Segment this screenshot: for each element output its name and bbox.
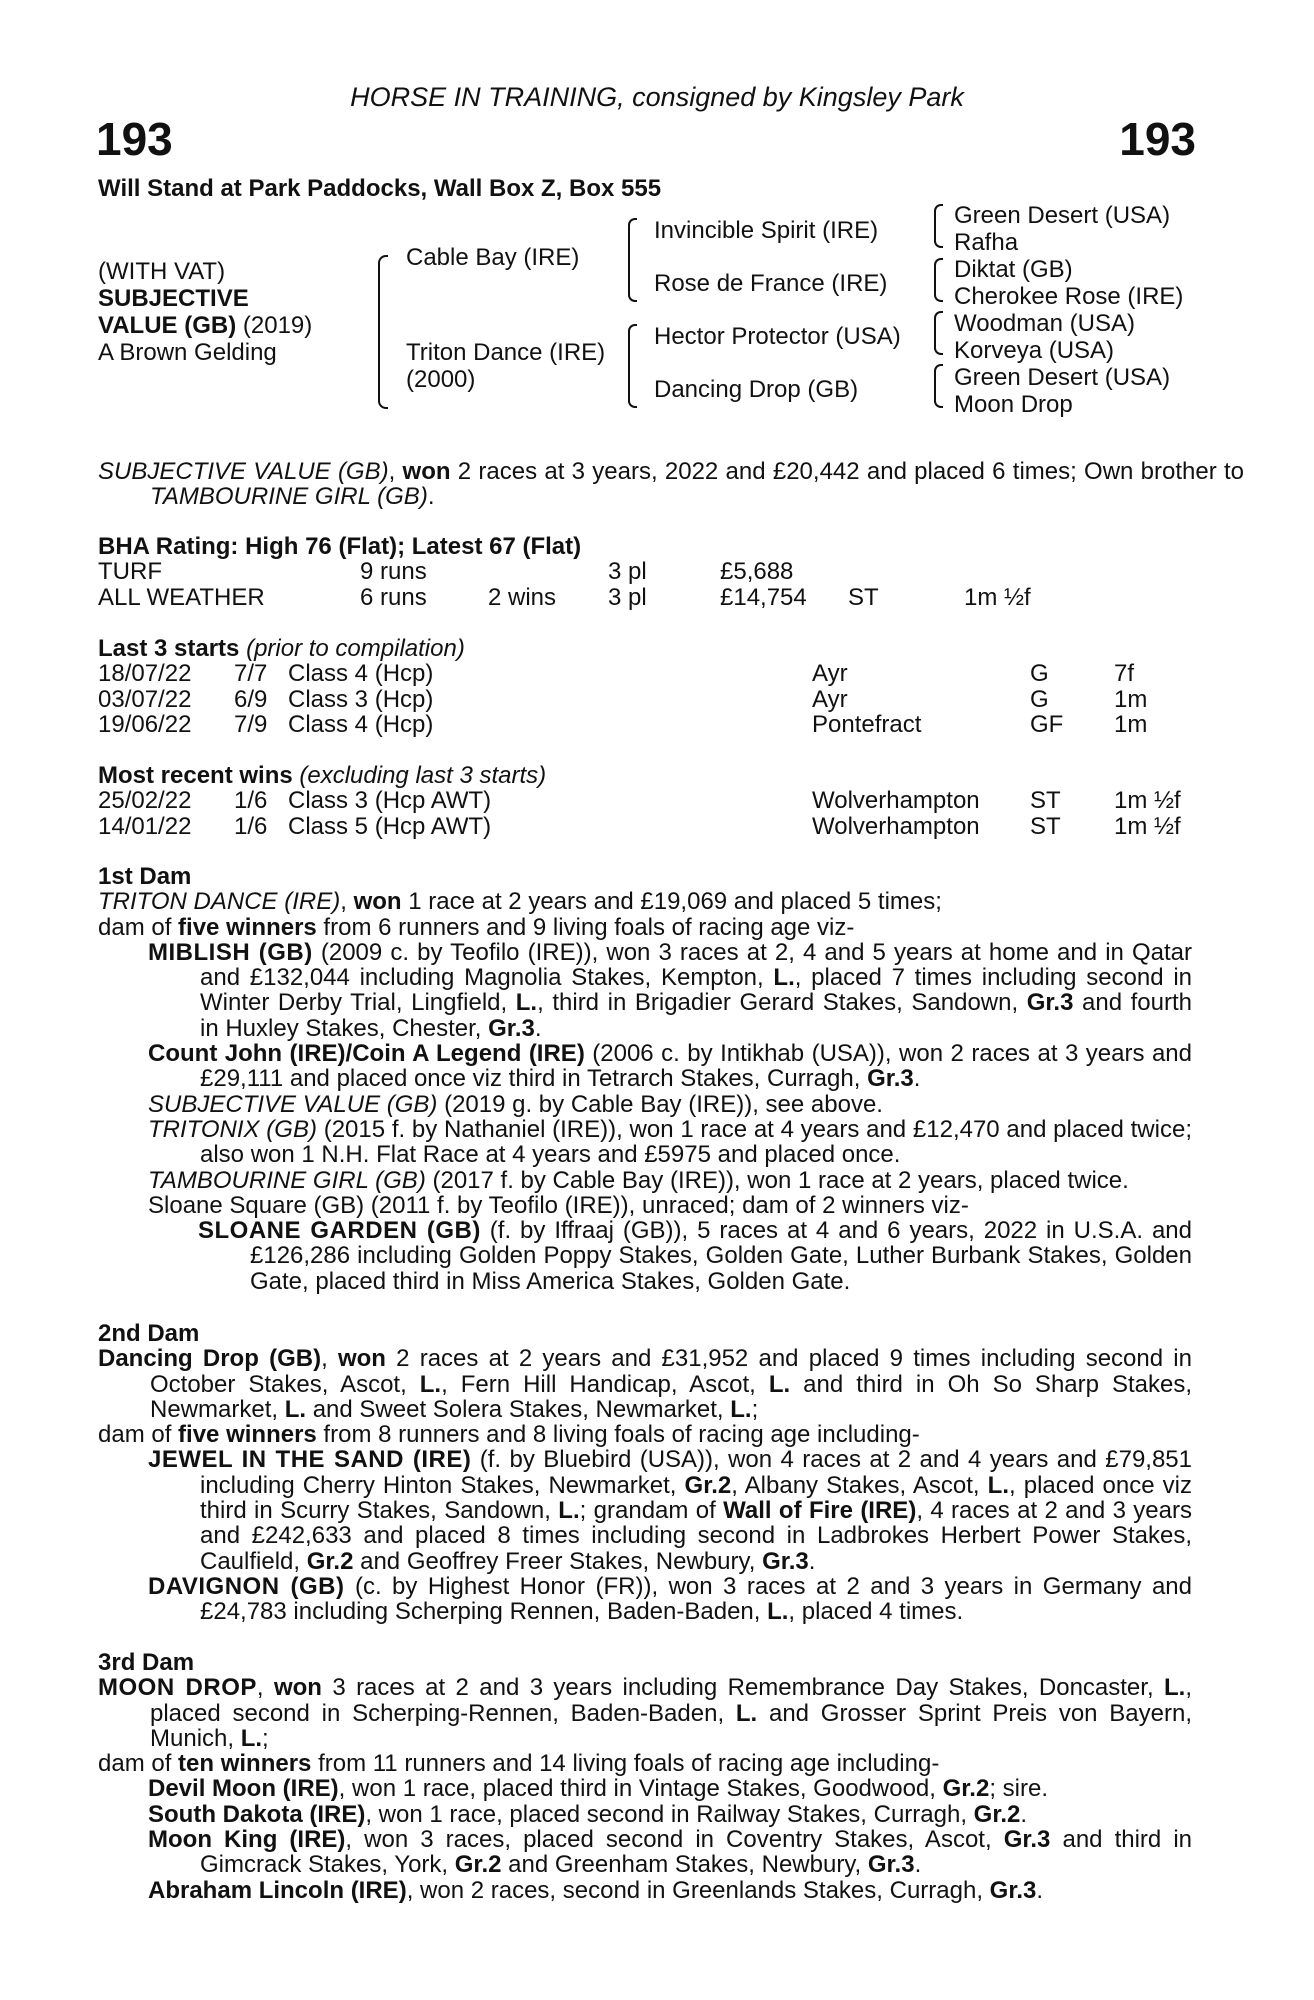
second-dam-record xyxy=(98,1346,1192,1422)
text-span: , Fern Hill Handicap, Ascot, xyxy=(441,1370,769,1398)
text-span: won xyxy=(337,1345,386,1373)
pedigree-sdd: Cherokee Rose (IRE) xyxy=(954,283,1184,310)
win-distance: 1m ½f xyxy=(1114,812,1181,840)
text-span: and Grosser Sprint Preis von Bayern, Munich, xyxy=(150,1699,1192,1752)
recent-wins-title-line xyxy=(98,763,1192,788)
text-span: DAVIGNON (GB) xyxy=(148,1572,345,1600)
text-span: , placed once viz third in Scurry Stakes, Sandown, xyxy=(200,1471,1192,1525)
text-span: five winners xyxy=(178,1421,317,1449)
last-3-note: (prior to compilation) xyxy=(239,635,465,662)
start-distance: 7f xyxy=(1114,660,1135,688)
text-span: dam of xyxy=(98,1421,179,1449)
text-span: L. xyxy=(419,1370,442,1398)
win-row xyxy=(98,788,1192,813)
rating-runs: 6 runs xyxy=(360,583,427,611)
produce-south-dakota xyxy=(98,1802,1192,1827)
text-span: MIBLISH (GB) xyxy=(148,938,313,966)
text-span: . xyxy=(1036,1876,1044,1904)
win-row xyxy=(98,814,1192,839)
pedigree-brace-1 xyxy=(378,255,388,409)
pedigree-sire: Cable Bay (IRE) xyxy=(406,244,580,271)
text-span: (2006 c. by Intikhab (USA)), won 2 races at 3 years and £29,111 and placed once viz third in Tetrarch Stakes, Curragh, xyxy=(200,1040,1192,1093)
text-span: (2015 f. by Nathaniel (IRE)), won 1 race at 4 years and £12,470 and placed twice; also won 1 N.H. Flat Race at 4 years and £5975 and placed once. xyxy=(200,1115,1192,1169)
start-course: Ayr xyxy=(812,685,848,713)
text-span: 1 race at 2 years and £19,069 and placed 5 times; xyxy=(401,888,942,916)
consignment-line: HORSE IN TRAINING, consigned by Kingsley Park xyxy=(350,82,964,112)
produce-miblish xyxy=(98,940,1192,1041)
text-span: L. xyxy=(558,1497,580,1525)
start-position: 7/7 xyxy=(234,660,268,688)
win-going: ST xyxy=(1030,787,1061,815)
rating-surface: ALL WEATHER xyxy=(98,583,265,611)
produce-jewel-in-the-sand xyxy=(98,1447,1192,1573)
first-dam-name: TRITON DANCE (IRE) xyxy=(98,888,341,916)
text-span: (2017 f. by Cable Bay (IRE)), won 1 race at 2 years, placed twice. xyxy=(425,1166,1129,1194)
third-dam-section xyxy=(98,1650,1192,1903)
produce-sloane-garden xyxy=(98,1218,1192,1294)
rating-going: ST xyxy=(848,583,879,611)
text-span: , xyxy=(256,1674,274,1702)
produce-devil-moon xyxy=(98,1776,1192,1801)
start-distance: 1m xyxy=(1114,710,1148,738)
text-span: ; xyxy=(262,1724,269,1752)
start-row xyxy=(98,712,1192,737)
pedigree-ddd: Moon Drop xyxy=(954,391,1073,418)
text-span: won xyxy=(273,1674,322,1702)
produce-tritonix xyxy=(98,1117,1192,1168)
rating-placed: 3 pl xyxy=(608,583,647,611)
text-span: Dancing Drop (GB) xyxy=(98,1345,322,1373)
text-span: and fourth in Huxley Stakes, Chester, xyxy=(200,989,1192,1042)
text-span: Count John (IRE)/Coin A Legend (IRE) xyxy=(148,1040,585,1068)
text-span: Gr.3 xyxy=(867,1851,915,1879)
win-class: Class 5 (Hcp AWT) xyxy=(288,812,492,840)
text-span: L. xyxy=(284,1395,307,1423)
text-span: from 8 runners and 8 living foals of racing age including- xyxy=(316,1421,920,1449)
first-dam-record xyxy=(98,889,1192,914)
produce-count-john xyxy=(98,1041,1192,1092)
text-span: . xyxy=(914,1851,922,1879)
text-span: JEWEL IN THE SAND (IRE) xyxy=(148,1446,472,1474)
horse-vat: (WITH VAT) xyxy=(98,258,226,285)
stand-location: Will Stand at Park Paddocks, Wall Box Z, Box 555 xyxy=(98,175,662,202)
lot-number-left: 193 xyxy=(96,113,173,165)
win-date: 14/01/22 xyxy=(98,812,192,840)
text-span: Devil Moon (IRE) xyxy=(148,1775,339,1803)
text-span: , 4 races at 2 and 3 years and £242,633 and placed 8 times including second in Ladbrokes Herbert Power Stakes, Caulfield, xyxy=(200,1497,1192,1575)
text-span: , won 1 race, placed third in Vintage Stakes, Goodwood, xyxy=(338,1775,943,1803)
produce-subjective-value xyxy=(98,1092,1192,1117)
text-span: ; grandam of xyxy=(579,1497,724,1525)
text-span: , won 1 race, placed second in Railway Stakes, Curragh, xyxy=(365,1800,974,1828)
text-span: L. xyxy=(987,1471,1009,1499)
text-span: , third in Brigadier Gerard Stakes, Sandown, xyxy=(537,989,1027,1017)
produce-sloane-square: Sloane Square (GB) (2011 f. by Teofilo (IRE)), unraced; dam of 2 winners viz- xyxy=(148,1191,969,1219)
text-span: , placed 7 times including second in Winter Derby Trial, Lingfield, xyxy=(200,964,1193,1017)
last-3-title: Last 3 starts xyxy=(98,635,240,662)
text-span: L. xyxy=(730,1395,752,1423)
win-date: 25/02/22 xyxy=(98,787,192,815)
summary-text: 2 races at 3 years, 2022 and £20,442 and placed 6 times; Own brother to xyxy=(450,458,1244,485)
start-going: G xyxy=(1030,660,1049,688)
last-3-title-line xyxy=(98,636,1192,661)
text-span: Gr.3 xyxy=(1026,989,1074,1017)
start-date: 03/07/22 xyxy=(98,685,192,713)
text-span: (f. by Bluebird (USA)), won 4 races at 2 and 4 years and £79,851 including Cherry Hinton Stakes, Newmarket, xyxy=(200,1446,1193,1499)
text-span: . xyxy=(913,1065,921,1093)
rating-runs: 9 runs xyxy=(360,558,427,586)
produce-davignon xyxy=(98,1574,1192,1625)
third-dam-produce xyxy=(98,1751,1192,1776)
text-span: from 11 runners and 14 living foals of racing age including- xyxy=(311,1750,940,1778)
start-date: 19/06/22 xyxy=(98,710,192,738)
rating-surface: TURF xyxy=(98,558,162,586)
rating-placed: 3 pl xyxy=(608,558,647,586)
rating-prize: £14,754 xyxy=(720,583,807,611)
win-position: 1/6 xyxy=(234,812,268,840)
pedigree-brace-7 xyxy=(934,364,943,408)
text-span: (f. by Iffraaj (GB)), 5 races at 4 and 6 years, 2022 in U.S.A. and £126,286 including Golden Poppy Stakes, Golden Gate, Luther Burbank Stakes, Golden Gate, placed third in Miss America Stakes, Golden Gate. xyxy=(250,1217,1192,1295)
race-summary xyxy=(98,459,1244,510)
text-span: Gr.3 xyxy=(1003,1826,1051,1854)
pedigree-dsd: Korveya (USA) xyxy=(954,337,1115,364)
produce-moon-king xyxy=(98,1827,1192,1878)
pedigree-dam-sire: Hector Protector (USA) xyxy=(654,323,901,350)
rating-distance: 1m ½f xyxy=(964,583,1031,611)
produce-tambourine-girl xyxy=(98,1168,1192,1193)
text-span: MOON DROP xyxy=(98,1674,257,1702)
pedigree-dam: Triton Dance (IRE) xyxy=(406,339,606,366)
pedigree-sire-dam: Rose de France (IRE) xyxy=(654,270,888,297)
start-row xyxy=(98,687,1192,712)
start-date: 18/07/22 xyxy=(98,660,192,688)
recent-wins-note: (excluding last 3 starts) xyxy=(292,762,547,789)
text-span: TRITONIX (GB) xyxy=(148,1115,317,1143)
text-span: Moon King (IRE) xyxy=(148,1826,346,1854)
start-going: GF xyxy=(1030,710,1064,738)
win-course: Wolverhampton xyxy=(812,787,980,815)
text-span: ; sire. xyxy=(989,1775,1048,1803)
text-span: , Albany Stakes, Ascot, xyxy=(731,1471,988,1499)
text-span: . xyxy=(534,1014,542,1042)
text-span: . xyxy=(808,1547,816,1575)
text-span: SLOANE GARDEN (GB) xyxy=(198,1217,481,1245)
horse-name-part2: VALUE (GB) xyxy=(98,312,237,339)
text-span: Gr.2 xyxy=(684,1471,732,1499)
second-dam-produce xyxy=(98,1422,1192,1447)
start-position: 6/9 xyxy=(234,685,268,713)
rating-row-aw xyxy=(98,585,1192,610)
pedigree-brace-2 xyxy=(628,218,637,302)
pedigree-sds: Diktat (GB) xyxy=(954,256,1073,283)
recent-wins-section xyxy=(98,763,1192,839)
first-dam-produce xyxy=(98,915,1192,940)
text-span: Abraham Lincoln (IRE) xyxy=(148,1876,407,1904)
pedigree-brace-5 xyxy=(934,258,943,302)
summary-won: won xyxy=(402,458,451,485)
text-span: ten winners xyxy=(178,1750,312,1778)
start-row xyxy=(98,661,1192,686)
third-dam-heading: 3rd Dam xyxy=(98,1649,195,1676)
start-going: G xyxy=(1030,685,1049,713)
pedigree-brace-6 xyxy=(934,311,943,355)
text-span: and Greenham Stakes, Newbury, xyxy=(501,1851,868,1879)
pedigree-sss: Green Desert (USA) xyxy=(954,202,1171,229)
summary-horse-name: SUBJECTIVE VALUE (GB) xyxy=(98,458,389,485)
pedigree-dss: Woodman (USA) xyxy=(954,310,1135,337)
text-span: (2019 g. by Cable Bay (IRE)), see above. xyxy=(437,1090,883,1118)
text-span: from 6 runners and 9 living foals of racing age viz- xyxy=(316,913,855,941)
text-span: , placed second in Scherping-Rennen, Baden-Baden, xyxy=(150,1674,1193,1727)
text-span: L. xyxy=(515,989,538,1017)
summary-end: . xyxy=(427,483,435,511)
rating-row-turf xyxy=(98,559,1192,584)
lot-number-right: 193 xyxy=(1119,113,1196,165)
text-span: five winners xyxy=(178,913,317,941)
text-span: (c. by Highest Honor (FR)), won 3 races at 2 and 3 years in Germany and £24,783 including Scherping Rennen, Baden-Baden, xyxy=(200,1572,1192,1626)
text-span: Gr.3 xyxy=(488,1014,535,1042)
text-span: , xyxy=(340,888,354,916)
text-span: . xyxy=(1020,1800,1028,1828)
text-span: and Sweet Solera Stakes, Newmarket, xyxy=(306,1395,731,1423)
text-span: L. xyxy=(768,1370,791,1398)
first-dam-section xyxy=(98,864,1192,1294)
text-span: L. xyxy=(1164,1674,1186,1702)
text-span: and Geoffrey Freer Stakes, Newbury, xyxy=(353,1547,763,1575)
text-span: Gr.2 xyxy=(942,1775,990,1803)
recent-wins-title: Most recent wins xyxy=(98,762,293,789)
horse-name-line1: SUBJECTIVE xyxy=(98,285,249,312)
horse-year: (2019) xyxy=(242,312,313,339)
first-dam-heading: 1st Dam xyxy=(98,863,192,890)
text-span: Gr.2 xyxy=(973,1800,1021,1828)
pedigree-brace-4 xyxy=(934,204,943,248)
text-span: ; xyxy=(751,1395,759,1423)
summary-sep: , xyxy=(388,458,403,485)
bha-rating-title: BHA Rating: High 76 (Flat); Latest 67 (Flat) xyxy=(98,533,582,560)
horse-description: A Brown Gelding xyxy=(98,339,277,366)
text-span: , xyxy=(321,1345,338,1373)
text-span: TAMBOURINE GIRL (GB) xyxy=(148,1166,426,1194)
text-span: Gr.3 xyxy=(867,1065,914,1093)
text-span: South Dakota (IRE) xyxy=(148,1800,366,1828)
text-span: L. xyxy=(767,1598,789,1626)
text-span: and third in Oh So Sharp Stakes, Newmarket, xyxy=(150,1370,1193,1423)
win-distance: 1m ½f xyxy=(1114,787,1181,815)
text-span: 2 races at 2 years and £31,952 and placed 9 times including second in October Stakes, Ascot, xyxy=(150,1345,1192,1398)
text-span: 3 races at 2 and 3 years including Remembrance Day Stakes, Doncaster, xyxy=(321,1674,1165,1702)
pedigree-dam-dam: Dancing Drop (GB) xyxy=(654,376,859,403)
win-course: Wolverhampton xyxy=(812,812,980,840)
win-position: 1/6 xyxy=(234,787,268,815)
third-dam-record xyxy=(98,1675,1192,1751)
win-class: Class 3 (Hcp AWT) xyxy=(288,787,492,815)
text-span: , won 3 races, placed second in Coventry Stakes, Ascot, xyxy=(345,1826,1004,1854)
horse-name-line2 xyxy=(98,312,312,339)
second-dam-heading: 2nd Dam xyxy=(98,1320,200,1347)
text-span: L. xyxy=(240,1724,263,1752)
text-span: Gr.2 xyxy=(306,1547,354,1575)
bha-rating-section xyxy=(98,534,1192,610)
text-span: (2009 c. by Teofilo (IRE)), won 3 races at 2, 4 and 5 years at home and in Qatar and £132,044 including Magnolia Stakes, Kempton, xyxy=(200,938,1193,992)
pedigree-sire-sire: Invincible Spirit (IRE) xyxy=(654,217,879,244)
text-span: L. xyxy=(773,964,795,992)
start-course: Pontefract xyxy=(812,710,922,738)
produce-abraham-lincoln xyxy=(98,1878,1192,1903)
pedigree-ssd: Rafha xyxy=(954,229,1019,256)
rating-prize: £5,688 xyxy=(720,558,794,586)
text-span: Wall of Fire (IRE) xyxy=(723,1497,917,1525)
start-course: Ayr xyxy=(812,660,848,688)
text-span: dam of xyxy=(98,913,179,941)
text-span: SUBJECTIVE VALUE (GB) xyxy=(148,1090,438,1118)
win-going: ST xyxy=(1030,812,1061,840)
start-class: Class 4 (Hcp) xyxy=(288,710,434,738)
pedigree-brace-3 xyxy=(628,324,637,408)
start-class: Class 3 (Hcp) xyxy=(288,685,434,713)
text-span: , won 2 races, second in Greenlands Stakes, Curragh, xyxy=(406,1876,990,1904)
text-span: Gr.3 xyxy=(762,1547,809,1575)
text-span: Gr.3 xyxy=(989,1876,1037,1904)
summary-sibling: TAMBOURINE GIRL (GB) xyxy=(150,483,428,511)
text-span: dam of xyxy=(98,1750,179,1778)
text-span: L. xyxy=(735,1699,758,1727)
text-span: , placed 4 times. xyxy=(788,1598,964,1626)
second-dam-section xyxy=(98,1321,1192,1625)
pedigree-dam-year: (2000) xyxy=(406,366,476,393)
pedigree-dds: Green Desert (USA) xyxy=(954,364,1171,391)
text-span: won xyxy=(353,888,402,916)
start-distance: 1m xyxy=(1114,685,1148,713)
start-class: Class 4 (Hcp) xyxy=(288,660,434,688)
text-span: Gr.2 xyxy=(454,1851,502,1879)
rating-wins: 2 wins xyxy=(488,583,557,611)
text-span: and third in Gimcrack Stakes, York, xyxy=(200,1826,1193,1879)
start-position: 7/9 xyxy=(234,710,268,738)
last-3-starts-section xyxy=(98,636,1192,737)
